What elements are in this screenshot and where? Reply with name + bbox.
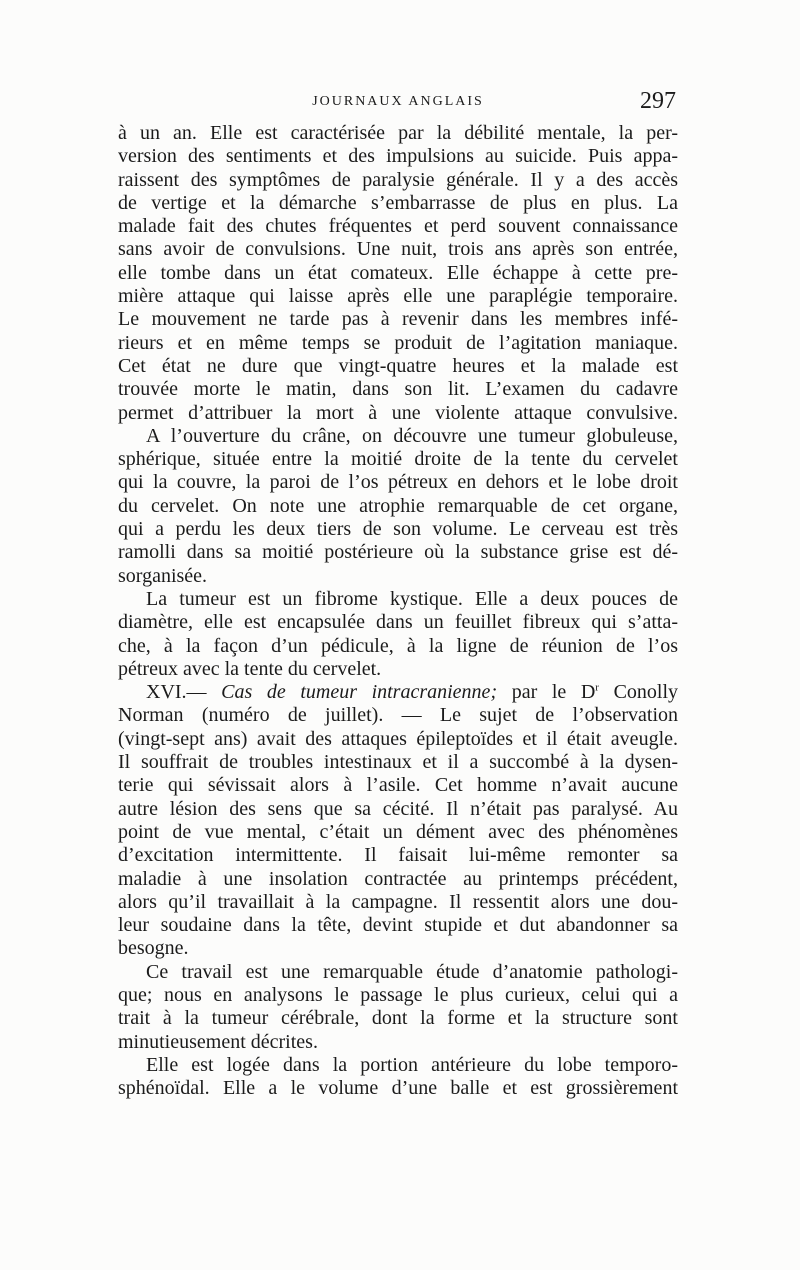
text-line: besogne. bbox=[118, 937, 189, 960]
text-line: maladie à une insolation contractée au printemps précédent, bbox=[118, 867, 678, 890]
paragraph-3 bbox=[118, 588, 678, 681]
text-line: alors qu’il travaillait à la campagne. Il ressentit alors une dou- bbox=[118, 890, 678, 913]
section-heading-line bbox=[118, 681, 678, 704]
text-line: Elle est logée dans la portion antérieure du lobe temporo- bbox=[146, 1053, 678, 1076]
paragraph-4 bbox=[118, 681, 678, 961]
text-line: Le mouvement ne tarde pas à revenir dans les membres infé- bbox=[118, 308, 678, 331]
text-line: du cervelet. On note une atrophie remarquable de cet organe, bbox=[118, 494, 678, 517]
author-prefix-superscript: r bbox=[595, 681, 599, 694]
text-line: d’excitation intermittente. Il faisait lui-même remonter sa bbox=[118, 844, 678, 867]
paragraph-1 bbox=[118, 122, 678, 425]
text-line: minutieusement décrites. bbox=[118, 1030, 318, 1053]
paragraph-6 bbox=[118, 1054, 678, 1101]
text-line: La tumeur est un fibrome kystique. Elle a deux pouces de bbox=[146, 587, 678, 610]
running-head: JOURNAUX ANGLAIS bbox=[312, 94, 484, 109]
text-line: che, à la façon d’un pédicule, à la ligne de réunion de l’os bbox=[118, 634, 678, 657]
author-name: Conolly bbox=[613, 681, 678, 704]
section-number: XVI.— bbox=[146, 681, 207, 704]
text-line: point de vue mental, c’était un dément avec des phénomènes bbox=[118, 820, 678, 843]
text-line: qui a perdu les deux tiers de son volume. Le cerveau est très bbox=[118, 518, 678, 541]
text-line: Norman (numéro de juillet). — Le sujet de l’observation bbox=[118, 704, 678, 727]
text-line: que; nous en analysons le passage le plus curieux, celui qui a bbox=[118, 983, 678, 1006]
text-line: permet d’attribuer la mort à une violente attaque convulsive. bbox=[118, 401, 678, 424]
text-line: terie qui sévissait alors à l’asile. Cet homme n’avait aucune bbox=[118, 774, 678, 797]
article-title: Cas de tumeur intracranienne; bbox=[221, 681, 498, 704]
text-line: leur soudaine dans la tête, devint stupide et dut abandonner sa bbox=[118, 914, 678, 937]
paragraph-2 bbox=[118, 425, 678, 588]
text-line: Ce travail est une remarquable étude d’anatomie pathologi- bbox=[146, 960, 678, 983]
page-header bbox=[118, 90, 678, 120]
text-line: sphénoïdal. Elle a le volume d’une balle et est grossièrement bbox=[118, 1077, 678, 1100]
text-line: de vertige et la démarche s’embarrasse de plus en plus. La bbox=[118, 191, 678, 214]
body-text bbox=[118, 122, 678, 1100]
text-line: pétreux avec la tente du cervelet. bbox=[118, 657, 382, 680]
text-line: version des sentiments et des impulsions au suicide. Puis appa- bbox=[118, 145, 678, 168]
text-line: trait à la tumeur cérébrale, dont la forme et la structure sont bbox=[118, 1007, 678, 1030]
paragraph-5 bbox=[118, 961, 678, 1054]
text-line: trouvée morte le matin, dans son lit. L’examen du cadavre bbox=[118, 378, 678, 401]
text-line: Il souffrait de troubles intestinaux et il a succombé à la dysen- bbox=[118, 751, 678, 774]
text-line: elle tombe dans un état comateux. Elle échappe à cette pre- bbox=[118, 261, 678, 284]
text-line: malade fait des chutes fréquentes et perd souvent connaissance bbox=[118, 215, 678, 238]
page-number: 297 bbox=[640, 88, 676, 114]
text-line: à un an. Elle est caractérisée par la débilité mentale, la per- bbox=[118, 122, 678, 144]
text-line: (vingt-sept ans) avait des attaques épileptoïdes et il était aveugle. bbox=[118, 727, 678, 750]
text-line: qui la couvre, la paroi de l’os pétreux en dehors et le lobe droit bbox=[118, 471, 678, 494]
text-line: raissent des symptômes de paralysie générale. Il y a des accès bbox=[118, 168, 678, 191]
text-line: autre lésion des sens que sa cécité. Il n’était pas paralysé. Au bbox=[118, 797, 678, 820]
text-line: diamètre, elle est encapsulée dans un feuillet fibreux qui s’atta- bbox=[118, 611, 678, 634]
text-line: rieurs et en même temps se produit de l’agitation maniaque. bbox=[118, 331, 678, 354]
text-line: ramolli dans sa moitié postérieure où la substance grise est dé- bbox=[118, 541, 678, 564]
text-line: Cet état ne dure que vingt-quatre heures et la malade est bbox=[118, 354, 678, 377]
text-line: sorganisée. bbox=[118, 564, 208, 587]
text-line: A l’ouverture du crâne, on découvre une tumeur globuleuse, bbox=[146, 424, 678, 447]
text-line: mière attaque qui laisse après elle une paraplégie temporaire. bbox=[118, 285, 678, 308]
text-line: sans avoir de convulsions. Une nuit, trois ans après son entrée, bbox=[118, 238, 678, 261]
author-prefix: par le D bbox=[511, 681, 596, 704]
text-line: sphérique, située entre la moitié droite de la tente du cervelet bbox=[118, 448, 678, 471]
